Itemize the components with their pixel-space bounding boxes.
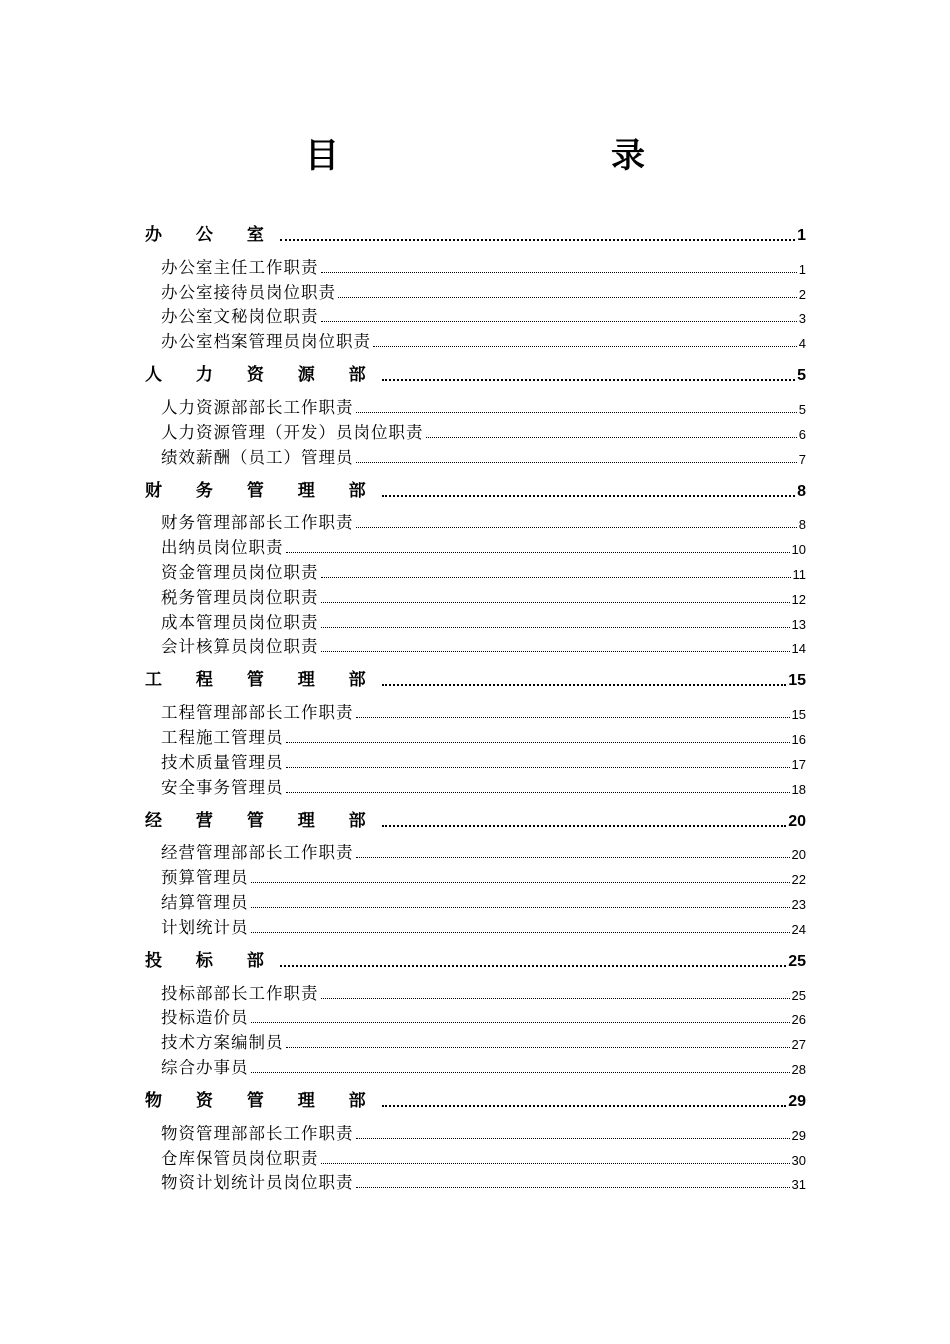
toc-section-page-number: 5	[797, 367, 806, 385]
toc-entry-page-number: 5	[798, 401, 806, 417]
toc-entry-list	[145, 253, 806, 352]
toc-entry[interactable]	[161, 863, 806, 888]
toc-entry[interactable]	[161, 418, 806, 443]
toc-entry[interactable]	[161, 253, 806, 278]
toc-entry-page-number: 20	[791, 847, 806, 863]
toc-dot-leader	[356, 716, 790, 718]
toc-entry[interactable]	[161, 443, 806, 468]
toc-entry-label: 物资计划统计员岗位职责	[161, 1173, 354, 1193]
toc-entry-label: 技术方案编制员	[161, 1033, 284, 1053]
toc-entry-page-number: 13	[791, 616, 806, 632]
toc-entry-label: 绩效薪酬（员工）管理员	[161, 447, 354, 467]
toc-dot-leader	[321, 997, 790, 999]
toc-entry-label: 资金管理员岗位职责	[161, 562, 319, 582]
toc-entry[interactable]	[161, 1169, 806, 1194]
toc-entry[interactable]	[161, 1144, 806, 1169]
toc-section	[145, 474, 806, 658]
toc-section-label: 财 务 管 理 部	[145, 480, 380, 501]
toc-entry-page-number: 28	[791, 1061, 806, 1077]
toc-entry-list	[145, 839, 806, 938]
toc-dot-leader	[382, 378, 795, 381]
toc-section-page-number: 25	[788, 952, 806, 970]
toc-entry-page-number: 1	[798, 261, 806, 277]
toc-entry[interactable]	[161, 393, 806, 418]
toc-entry-label: 人力资源管理（开发）员岗位职责	[161, 422, 424, 442]
toc-section-page-number: 15	[788, 672, 806, 690]
toc-dot-leader	[321, 320, 797, 322]
toc-entry-page-number: 16	[791, 731, 806, 747]
toc-entry-page-number: 10	[791, 542, 806, 558]
toc-dot-leader	[382, 683, 787, 686]
toc-entry-page-number: 2	[798, 286, 806, 302]
toc-section	[145, 804, 806, 938]
toc-entry[interactable]	[161, 748, 806, 773]
toc-entry-label: 会计核算员岗位职责	[161, 637, 319, 657]
toc-section-heading[interactable]	[145, 218, 806, 245]
toc-entry-page-number: 17	[791, 756, 806, 772]
toc-dot-leader	[356, 411, 797, 413]
toc-entry-page-number: 7	[798, 451, 806, 467]
toc-entry[interactable]	[161, 773, 806, 798]
toc-entry[interactable]	[161, 723, 806, 748]
toc-dot-leader	[286, 741, 790, 743]
toc-entry-label: 办公室主任工作职责	[161, 257, 319, 277]
table-of-contents	[145, 218, 806, 1199]
toc-entry-label: 投标部部长工作职责	[161, 983, 319, 1003]
toc-section-label: 人 力 资 源 部	[145, 365, 380, 386]
toc-entry-label: 经营管理部部长工作职责	[161, 843, 354, 863]
toc-section-label: 办 公 室	[145, 225, 278, 245]
toc-entry[interactable]	[161, 509, 806, 534]
toc-entry-label: 仓库保管员岗位职责	[161, 1148, 319, 1168]
toc-dot-leader	[286, 1046, 790, 1048]
toc-entry-label: 计划统计员	[161, 917, 249, 937]
toc-entry-list	[145, 393, 806, 467]
toc-dot-leader	[382, 824, 787, 827]
toc-entry-label: 安全事务管理员	[161, 777, 284, 797]
toc-entry-page-number: 4	[798, 336, 806, 352]
toc-dot-leader	[321, 601, 790, 603]
toc-entry-label: 办公室文秘岗位职责	[161, 307, 319, 327]
toc-section-heading[interactable]	[145, 804, 806, 831]
toc-entry[interactable]	[161, 533, 806, 558]
toc-dot-leader	[321, 1162, 790, 1164]
toc-entry[interactable]	[161, 303, 806, 328]
toc-dot-leader	[338, 296, 797, 298]
toc-dot-leader	[356, 856, 790, 858]
toc-section-heading[interactable]	[145, 358, 806, 385]
toc-entry[interactable]	[161, 327, 806, 352]
toc-section-label: 物 资 管 理 部	[145, 1090, 380, 1111]
toc-entry-page-number: 6	[798, 426, 806, 442]
toc-section-heading[interactable]	[145, 663, 806, 690]
toc-entry-list	[145, 979, 806, 1078]
toc-entry-label: 物资管理部部长工作职责	[161, 1123, 354, 1143]
toc-dot-leader	[286, 791, 790, 793]
toc-entry[interactable]	[161, 608, 806, 633]
toc-dot-leader	[356, 461, 797, 463]
toc-entry-page-number: 25	[791, 987, 806, 1003]
toc-section-page-number: 8	[797, 482, 806, 500]
toc-entry-label: 投标造价员	[161, 1008, 249, 1028]
toc-dot-leader	[321, 576, 791, 578]
toc-entry[interactable]	[161, 979, 806, 1004]
toc-dot-leader	[321, 650, 790, 652]
toc-entry-label: 办公室接待员岗位职责	[161, 282, 336, 302]
toc-dot-leader	[251, 931, 790, 933]
toc-entry-label: 人力资源部部长工作职责	[161, 397, 354, 417]
toc-entry-label: 财务管理部部长工作职责	[161, 513, 354, 533]
toc-dot-leader	[251, 1071, 790, 1073]
toc-dot-leader	[280, 964, 786, 967]
toc-section-heading[interactable]	[145, 944, 806, 971]
toc-entry[interactable]	[161, 839, 806, 864]
toc-dot-leader	[382, 494, 795, 497]
toc-dot-leader	[251, 906, 790, 908]
toc-entry-page-number: 3	[798, 311, 806, 327]
toc-section-heading[interactable]	[145, 1084, 806, 1111]
toc-entry-label: 结算管理员	[161, 892, 249, 912]
toc-section-page-number: 29	[788, 1092, 806, 1110]
toc-entry[interactable]	[161, 698, 806, 723]
toc-entry-page-number: 31	[791, 1177, 806, 1193]
toc-entry[interactable]	[161, 278, 806, 303]
toc-entry-page-number: 12	[791, 591, 806, 607]
toc-entry[interactable]	[161, 1053, 806, 1078]
toc-entry-page-number: 8	[798, 517, 806, 533]
toc-entry-page-number: 14	[791, 641, 806, 657]
toc-section-page-number: 1	[797, 227, 806, 244]
toc-entry[interactable]	[161, 558, 806, 583]
toc-entry-label: 综合办事员	[161, 1057, 249, 1077]
toc-dot-leader	[356, 1137, 790, 1139]
toc-dot-leader	[373, 345, 797, 347]
toc-entry-label: 工程管理部部长工作职责	[161, 703, 354, 723]
toc-section	[145, 1084, 806, 1193]
toc-dot-leader	[286, 551, 790, 553]
toc-entry[interactable]	[161, 583, 806, 608]
toc-entry-page-number: 26	[791, 1012, 806, 1028]
toc-entry[interactable]	[161, 633, 806, 658]
toc-entry-page-number: 24	[791, 921, 806, 937]
toc-section	[145, 358, 806, 467]
toc-section	[145, 944, 806, 1078]
toc-entry-label: 预算管理员	[161, 868, 249, 888]
toc-entry-page-number: 22	[791, 872, 806, 888]
toc-entry-page-number: 23	[791, 896, 806, 912]
toc-dot-leader	[321, 626, 790, 628]
toc-entry-page-number: 11	[792, 566, 806, 582]
toc-entry-page-number: 30	[791, 1152, 806, 1168]
toc-dot-leader	[280, 238, 795, 241]
toc-dot-leader	[251, 1021, 790, 1023]
toc-entry[interactable]	[161, 1028, 806, 1053]
toc-entry-list	[145, 1119, 806, 1193]
toc-entry-label: 办公室档案管理员岗位职责	[161, 332, 371, 352]
toc-section-label: 经 营 管 理 部	[145, 810, 380, 831]
toc-entry-page-number: 27	[791, 1037, 806, 1053]
toc-title: 目 录	[305, 136, 713, 176]
toc-entry[interactable]	[161, 1004, 806, 1029]
toc-section-label: 投 标 部	[145, 950, 278, 971]
toc-dot-leader	[356, 1186, 790, 1188]
toc-dot-leader	[356, 526, 797, 528]
toc-entry-label: 成本管理员岗位职责	[161, 612, 319, 632]
toc-entry-page-number: 18	[791, 781, 806, 797]
toc-section-label: 工 程 管 理 部	[145, 670, 380, 691]
toc-dot-leader	[286, 766, 790, 768]
toc-entry[interactable]	[161, 888, 806, 913]
toc-section-heading[interactable]	[145, 474, 806, 501]
toc-dot-leader	[382, 1104, 787, 1107]
toc-entry-label: 技术质量管理员	[161, 752, 284, 772]
toc-entry-list	[145, 698, 806, 797]
toc-entry-label: 税务管理员岗位职责	[161, 587, 319, 607]
toc-entry[interactable]	[161, 913, 806, 938]
toc-section	[145, 663, 806, 797]
toc-dot-leader	[251, 881, 790, 883]
toc-entry-label: 工程施工管理员	[161, 727, 284, 747]
toc-entry-label: 出纳员岗位职责	[161, 538, 284, 558]
toc-entry-list	[145, 509, 806, 658]
toc-entry[interactable]	[161, 1119, 806, 1144]
toc-dot-leader	[321, 271, 797, 273]
toc-entry-page-number: 29	[791, 1127, 806, 1143]
toc-dot-leader	[426, 436, 797, 438]
toc-entry-page-number: 15	[791, 707, 806, 723]
toc-section-page-number: 20	[788, 812, 806, 830]
toc-section	[145, 218, 806, 352]
